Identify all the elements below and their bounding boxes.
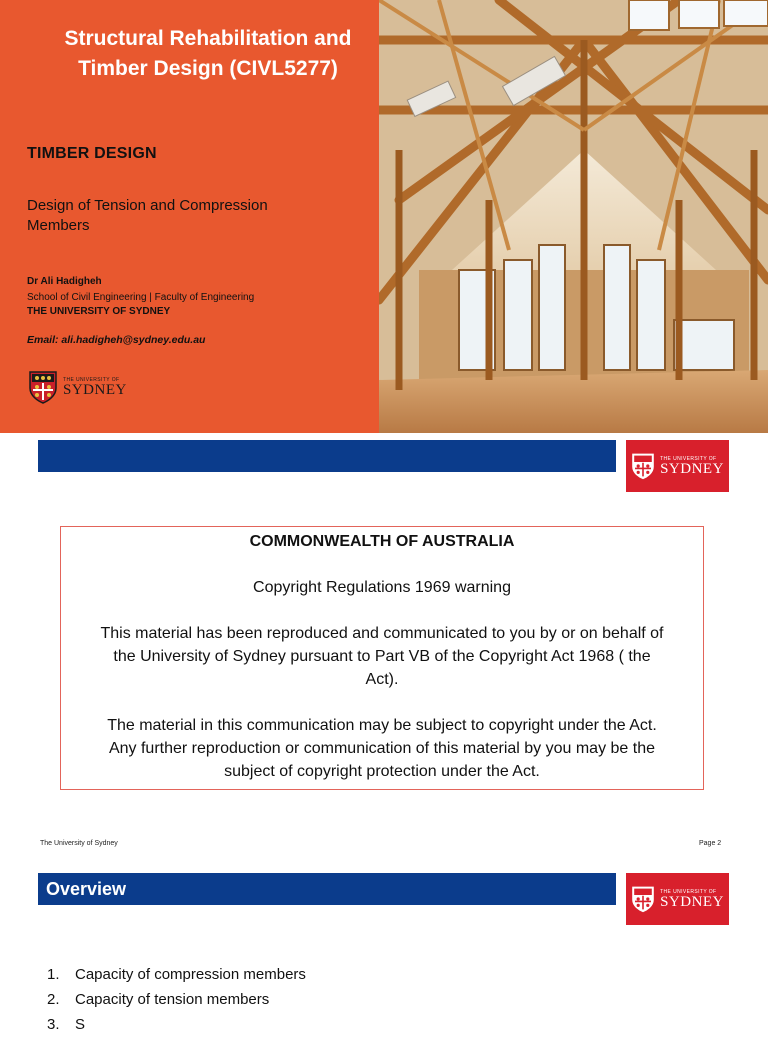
overview-title-bar	[38, 873, 616, 905]
university-logo-badge	[626, 440, 729, 492]
author-email: Email: ali.hadigheh@sydney.edu.au	[27, 334, 206, 346]
list-item	[47, 966, 306, 991]
author-school: School of Civil Engineering | Faculty of Engineering	[27, 292, 255, 303]
overview-title: Overview	[46, 879, 127, 899]
logo-small-text: THE UNIVERSITY OF	[660, 888, 717, 895]
copyright-regulation-line: Copyright Regulations 1969 warning	[253, 579, 511, 596]
list-item-number: 1.	[47, 966, 60, 983]
crest-icon	[631, 885, 655, 913]
slide-page-number: Page 2	[699, 840, 722, 847]
course-title-line-2: Timber Design (CIVL5277)	[78, 57, 338, 80]
list-item-number: 3.	[47, 1016, 60, 1033]
lecture-subtitle	[27, 196, 327, 236]
author-university: THE UNIVERSITY OF SYDNEY	[27, 306, 171, 317]
copyright-para1-line2: the University of Sydney pursuant to Part VB of the Copyright Act 1968 ( the	[113, 648, 651, 665]
course-title-line-1: Structural Rehabilitation and	[64, 27, 352, 50]
author-name: Dr Ali Hadigheh	[27, 276, 102, 287]
subtitle-line-1: Design of Tension and Compression	[27, 197, 268, 214]
list-item-text: S	[75, 1016, 86, 1033]
course-title	[40, 24, 376, 84]
university-logo	[28, 370, 127, 404]
copyright-heading: COMMONWEALTH OF AUSTRALIA	[249, 533, 515, 550]
list-item-text: Capacity of compression members	[75, 966, 306, 983]
copyright-para2-line2: Any further reproduction or communication of this material by you may be the	[108, 740, 656, 757]
list-item-number: 2.	[47, 991, 60, 1008]
logo-big-text: SYDNEY	[660, 893, 724, 910]
university-logo-badge	[626, 873, 729, 925]
list-item	[47, 1016, 306, 1041]
timber-hall-photo	[379, 0, 768, 433]
logo-small-text: THE UNIVERSITY OF	[660, 455, 717, 462]
title-panel	[0, 0, 379, 433]
section-heading: TIMBER DESIGN	[27, 145, 157, 162]
logo-small-text: THE UNIVERSITY OF	[63, 376, 120, 383]
logo-big-text: SYDNEY	[63, 381, 127, 398]
crest-icon	[631, 452, 655, 480]
timber-roof-illustration	[379, 0, 768, 433]
overview-list	[47, 966, 306, 1041]
logo-big-text: SYDNEY	[660, 460, 724, 477]
crest-icon	[28, 370, 58, 404]
copyright-para1-line1: This material has been reproduced and communicated to you by or on behalf of	[100, 625, 664, 642]
list-item-text: Capacity of tension members	[75, 991, 270, 1008]
title-slide	[0, 0, 768, 433]
copyright-para2-line1: The material in this communication may be subject to copyright under the Act.	[107, 717, 657, 734]
copyright-para1-line3: Act).	[365, 671, 399, 688]
list-item	[47, 991, 306, 1016]
subtitle-line-2: Members	[27, 217, 90, 234]
slide-header-bar	[38, 440, 616, 472]
slide-footer-university: The University of Sydney	[40, 840, 118, 847]
copyright-para2-line3: subject of copyright protection under the Act.	[224, 763, 540, 780]
copyright-notice	[60, 526, 704, 790]
